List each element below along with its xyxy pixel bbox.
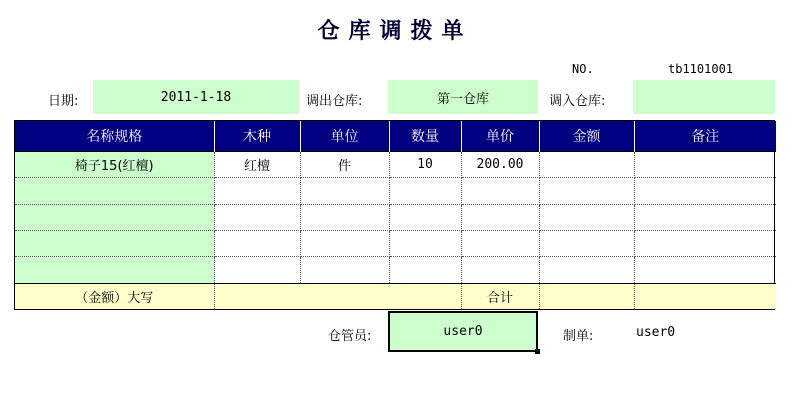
col-header-wood: 木种 — [214, 121, 300, 152]
cell-remark[interactable] — [634, 178, 776, 204]
cell-remark[interactable] — [634, 230, 776, 256]
sum-amount-field[interactable] — [539, 283, 634, 309]
keeper-label: 仓管员: — [328, 329, 372, 344]
cell-qty[interactable] — [389, 178, 461, 204]
cell-price[interactable]: 200.00 — [461, 152, 539, 178]
in-warehouse-label: 调入仓库: — [549, 94, 606, 109]
cell-price[interactable] — [461, 230, 539, 256]
col-header-unit: 单位 — [300, 121, 389, 152]
table-row — [15, 204, 776, 230]
cell-wood[interactable] — [214, 204, 300, 230]
cell-price[interactable] — [461, 178, 539, 204]
cell-name[interactable] — [15, 257, 214, 283]
table-header-row — [15, 121, 776, 152]
cell-amount[interactable] — [539, 257, 634, 283]
sum-remark-field[interactable] — [634, 283, 776, 309]
cell-amount[interactable] — [539, 152, 634, 178]
table-row — [15, 178, 776, 204]
col-header-price: 单价 — [461, 121, 539, 152]
out-warehouse-label: 调出仓库: — [306, 94, 363, 109]
cell-unit[interactable] — [300, 178, 389, 204]
cell-qty[interactable] — [389, 230, 461, 256]
cell-price[interactable] — [461, 257, 539, 283]
no-value: tb1101001 — [668, 62, 734, 76]
items-table — [14, 120, 775, 310]
fill-handle[interactable] — [535, 349, 540, 354]
cell-remark[interactable] — [634, 152, 776, 178]
cell-wood[interactable]: 红檀 — [214, 152, 300, 178]
amount-in-words-label: （金额）大写 — [15, 283, 214, 309]
keeper-value: user0 — [443, 324, 483, 339]
col-header-qty: 数量 — [389, 121, 461, 152]
in-warehouse-field[interactable] — [633, 80, 775, 114]
table-row — [15, 230, 776, 256]
cell-amount[interactable] — [539, 230, 634, 256]
form-title: 仓库调拨单 — [317, 18, 473, 44]
cell-unit[interactable] — [300, 204, 389, 230]
cell-name[interactable]: 椅子15(红檀) — [15, 152, 214, 178]
cell-name[interactable] — [15, 230, 214, 256]
no-label: NO. — [572, 62, 594, 76]
col-header-name: 名称规格 — [15, 121, 214, 152]
table-row — [15, 152, 776, 178]
cell-wood[interactable] — [214, 230, 300, 256]
keeper-field[interactable] — [388, 311, 538, 352]
total-row — [15, 283, 776, 309]
cell-wood[interactable] — [214, 178, 300, 204]
col-header-remark: 备注 — [634, 121, 776, 152]
cell-unit[interactable]: 件 — [300, 152, 389, 178]
table-row — [15, 257, 776, 283]
amount-in-words-field[interactable] — [214, 283, 461, 309]
sum-label: 合计 — [461, 283, 539, 309]
cell-qty[interactable]: 10 — [389, 152, 461, 178]
cell-remark[interactable] — [634, 204, 776, 230]
maker-label: 制单: — [563, 329, 594, 344]
cell-wood[interactable] — [214, 257, 300, 283]
cell-remark[interactable] — [634, 257, 776, 283]
out-warehouse-field[interactable]: 第一仓库 — [388, 80, 538, 114]
cell-amount[interactable] — [539, 204, 634, 230]
col-header-amount: 金额 — [539, 121, 634, 152]
date-field[interactable]: 2011-1-18 — [93, 80, 299, 114]
date-label: 日期: — [48, 94, 79, 109]
cell-price[interactable] — [461, 204, 539, 230]
cell-qty[interactable] — [389, 257, 461, 283]
cell-unit[interactable] — [300, 257, 389, 283]
cell-name[interactable] — [15, 178, 214, 204]
cell-amount[interactable] — [539, 178, 634, 204]
cell-qty[interactable] — [389, 204, 461, 230]
maker-value: user0 — [636, 325, 676, 340]
cell-unit[interactable] — [300, 230, 389, 256]
cell-name[interactable] — [15, 204, 214, 230]
